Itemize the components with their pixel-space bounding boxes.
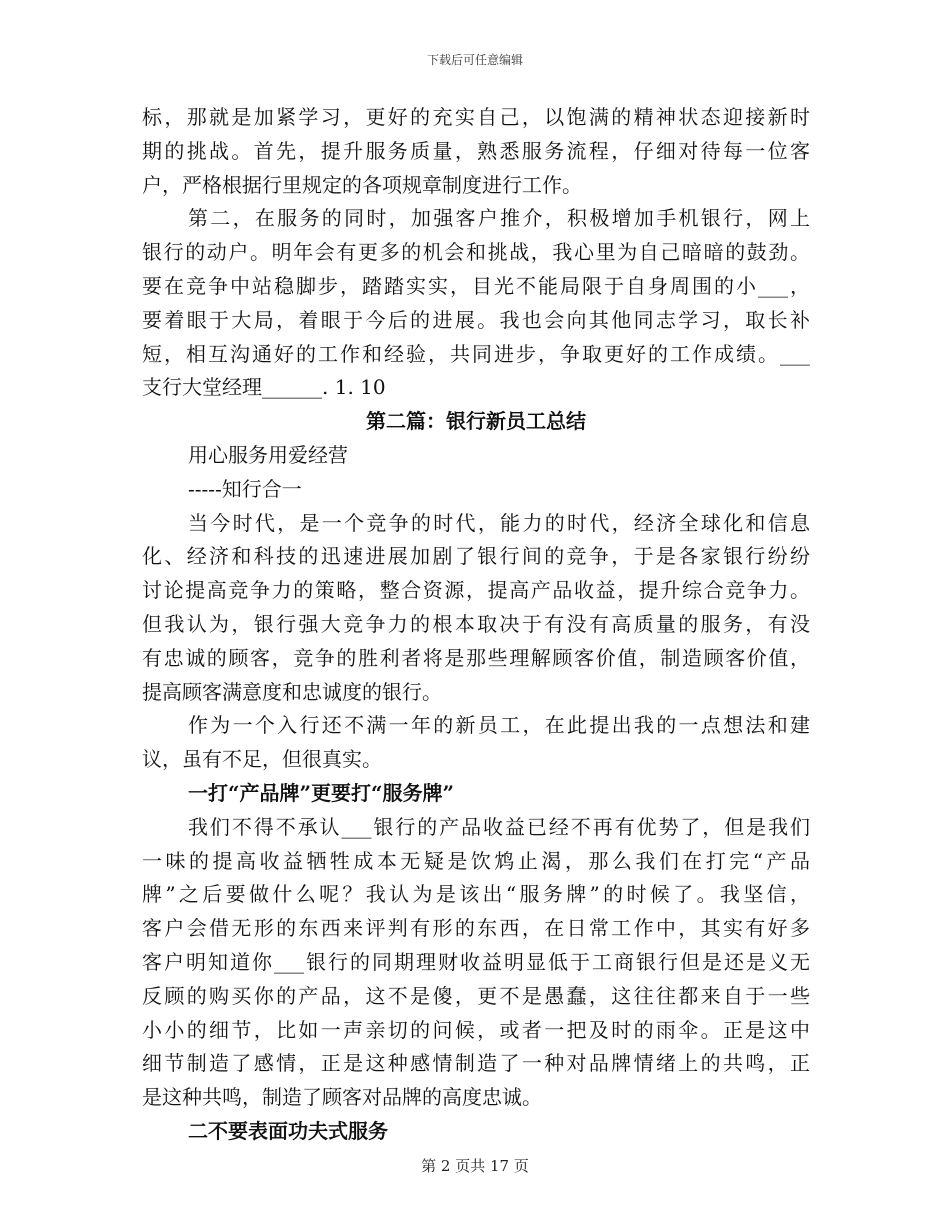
- subheading: 二不要表面功夫式服务: [188, 1118, 388, 1143]
- text-line: 有忠诚的顾客，竞争的胜利者将是那些理解顾客价值，制造顾客价值，: [142, 645, 810, 670]
- text-line: 要在竞争中站稳脚步，踏踏实实，目光不能局限于自身周围的小___，: [142, 273, 810, 298]
- text-line: 细节制造了感情，正是这种感情制造了一种对品牌情绪上的共鸣，正: [142, 1051, 810, 1076]
- text-line: 客户明知道你___银行的同期理财收益明显低于工商银行但是还是义无: [142, 949, 810, 974]
- text-line: 化、经济和科技的迅速进展加剧了银行间的竞争，于是各家银行纷纷: [142, 544, 810, 569]
- text-line: 议，虽有不足，但很真实。: [142, 747, 382, 772]
- text-line: 支行大堂经理______. 1. 10: [142, 375, 386, 400]
- text-line: 作为一个入行还不满一年的新员工，在此提出我的一点想法和建: [188, 713, 810, 738]
- text-line: 标，那就是加紧学习，更好的充实自己，以饱满的精神状态迎接新时: [142, 105, 810, 129]
- text-line: 当今时代，是一个竞争的时代，能力的时代，经济全球化和信息: [188, 510, 810, 535]
- text-line: 户，严格根据行里规定的各项规章制度进行工作。: [142, 172, 582, 197]
- page-number-footer: 第 2 页共 17 页: [421, 1157, 529, 1175]
- text-line: 是这种共鸣，制造了顾客对品牌的高度忠诚。: [142, 1085, 542, 1110]
- text-line: 但我认为，银行强大竞争力的根本取决于有没有高质量的服务，有没: [142, 611, 810, 636]
- text-line: 小小的细节，比如一声亲切的问候，或者一把及时的雨伞。正是这中: [142, 1017, 810, 1042]
- text-line: 要着眼于大局，着眼于今后的进展。我也会向其他同志学习，取长补: [142, 307, 810, 332]
- document-body: [142, 101, 810, 1149]
- text-line: 用心服务用爱经营: [188, 442, 348, 467]
- text-line: 一味的提高收益牺牲成本无疑是饮鸩止渴，那么我们在打完“产品: [142, 848, 810, 873]
- text-line: 银行的动户。明年会有更多的机会和挑战，我心里为自己暗暗的鼓劲。: [142, 240, 810, 265]
- text-line: 短，相互沟通好的工作和经验，共同进步，争取更好的工作成绩。___: [142, 341, 810, 366]
- text-line: 客户会借无形的东西来评判有形的东西，在日常工作中，其实有好多: [142, 916, 810, 941]
- text-line: 牌”之后要做什么呢？我认为是该出“服务牌”的时候了。我坚信，: [142, 882, 810, 907]
- text-line: 第二，在服务的同时，加强客户推介，积极增加手机银行，网上: [188, 206, 810, 231]
- text-line: 讨论提高竞争力的策略，整合资源，提高产品收益，提升综合竞争力。: [142, 578, 810, 603]
- text-line: -----知行合一: [188, 476, 302, 501]
- section-title: 第二篇：银行新员工总结: [366, 409, 586, 434]
- text-line: 期的挑战。首先，提升服务质量，熟悉服务流程，仔细对待每一位客: [142, 138, 810, 163]
- text-line: 反顾的购买你的产品，这不是傻，更不是愚蠢，这往往都来自于一些: [142, 983, 810, 1008]
- page-header-note: 下载后可任意编辑: [426, 53, 523, 67]
- subheading: 一打“产品牌”更要打“服务牌”: [188, 780, 455, 805]
- text-line: 提高顾客满意度和忠诚度的银行。: [142, 679, 442, 704]
- text-line: 我们不得不承认___银行的产品收益已经不再有优势了，但是我们: [188, 814, 810, 839]
